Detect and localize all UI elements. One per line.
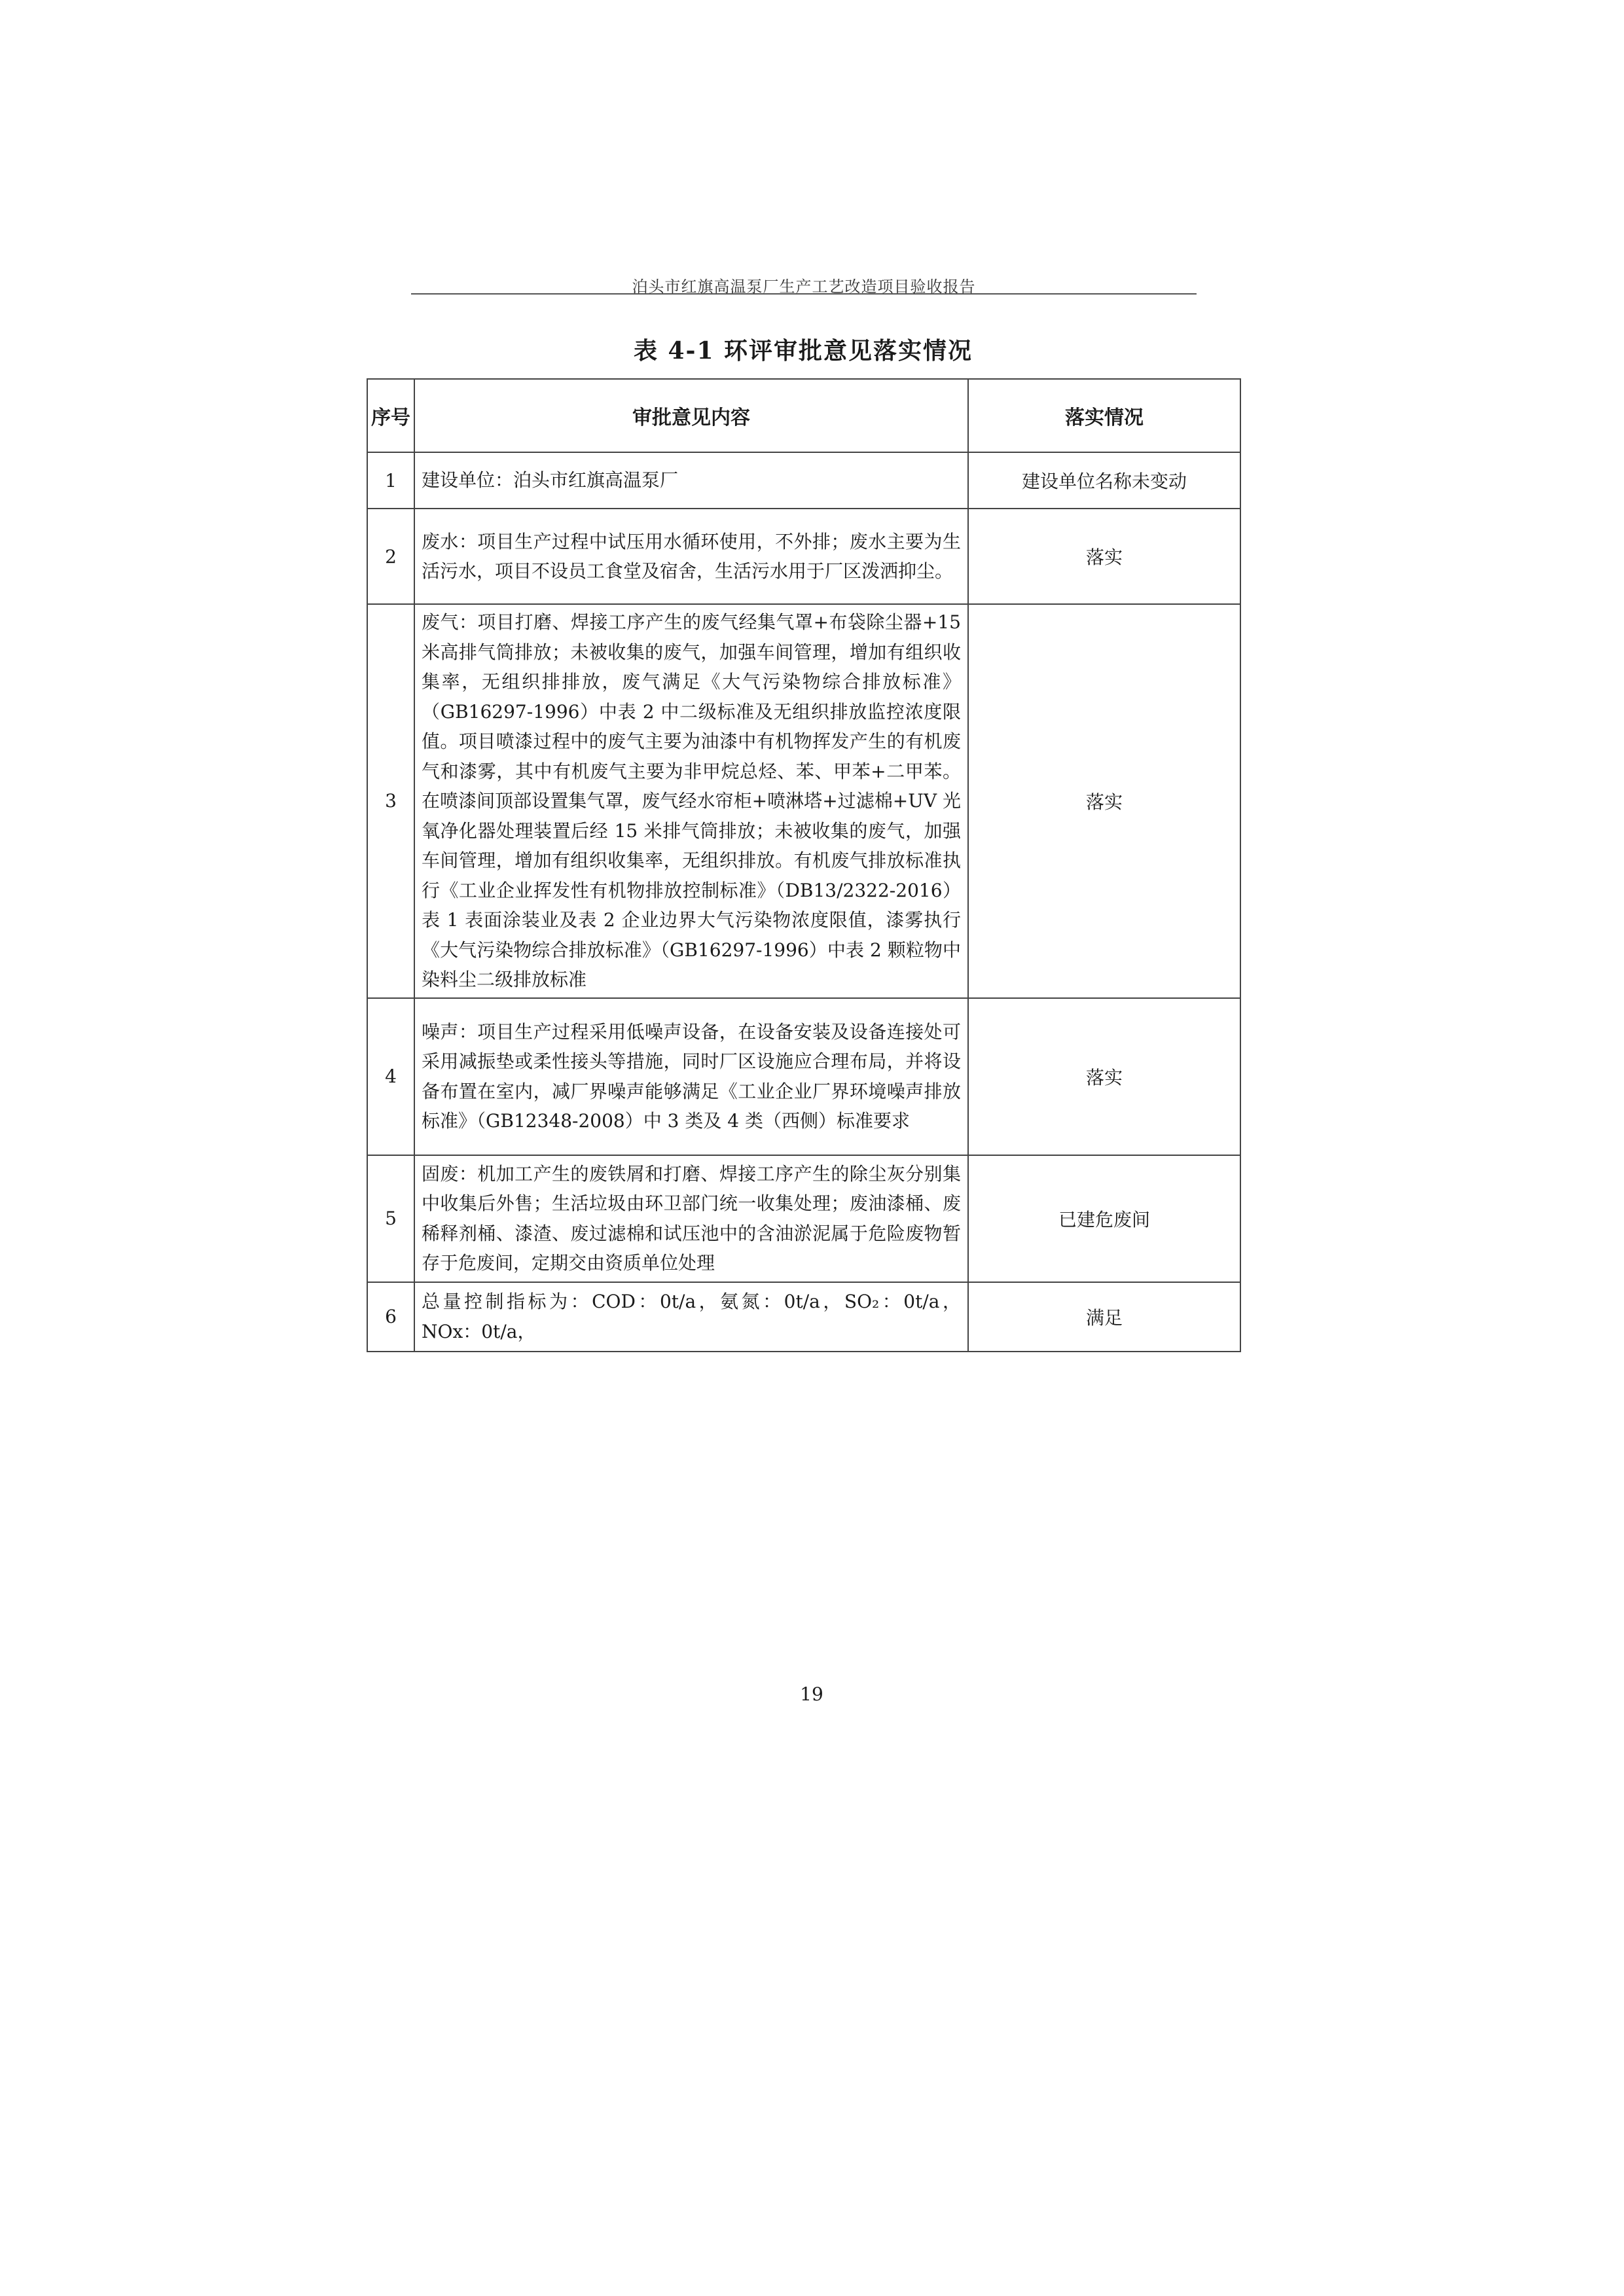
table-row [367,998,1240,1155]
table-title: 表 4-1 环评审批意见落实情况 [633,337,973,365]
approval-content: 总量控制指标为：COD：0t/a，氨氮：0t/a，SO₂：0t/a，NOx：0t/a， [414,1282,968,1352]
implementation-status: 满足 [968,1282,1240,1352]
row-number: 6 [367,1282,414,1352]
approval-content: 噪声：项目生产过程采用低噪声设备，在设备安装及设备连接处可采用减振垫或柔性接头等措施，同时厂区设施应合理布局，并将设备布置在室内，减厂界噪声能够满足《工业企业厂界环境噪声排放标准》（GB12348-2008）中 3 类及 4 类（西侧）标准要求 [414,998,968,1155]
approval-table [367,378,1241,1352]
row-number: 3 [367,604,414,998]
column-header-number: 序号 [367,379,414,452]
column-header-status: 落实情况 [968,379,1240,452]
table-row [367,1282,1240,1352]
approval-content: 废水：项目生产过程中试压用水循环使用，不外排；废水主要为生活污水，项目不设员工食堂及宿舍，生活污水用于厂区泼洒抑尘。 [414,509,968,604]
column-header-content: 审批意见内容 [414,379,968,452]
row-number: 1 [367,452,414,509]
table-row [367,604,1240,998]
implementation-status: 落实 [968,509,1240,604]
implementation-status: 已建危废间 [968,1155,1240,1282]
page-number: 19 [800,1683,823,1705]
table-row [367,452,1240,509]
table-header-row [367,379,1240,452]
row-number: 5 [367,1155,414,1282]
row-number: 4 [367,998,414,1155]
table-row [367,509,1240,604]
implementation-status: 建设单位名称未变动 [968,452,1240,509]
row-number: 2 [367,509,414,604]
header-divider [411,293,1197,295]
table-row [367,1155,1240,1282]
page-header: 泊头市红旗高温泵厂生产工艺改造项目验收报告 [632,278,976,296]
approval-content: 固废：机加工产生的废铁屑和打磨、焊接工序产生的除尘灰分别集中收集后外售；生活垃圾由环卫部门统一收集处理；废油漆桶、废稀释剂桶、漆渣、废过滤棉和试压池中的含油淤泥属于危险废物暂存于危废间，定期交由资质单位处理 [414,1155,968,1282]
approval-content: 废气：项目打磨、焊接工序产生的废气经集气罩+布袋除尘器+15米高排气筒排放；未被收集的废气，加强车间管理，增加有组织收集率，无组织排排放，废气满足《大气污染物综合排放标准》（GB16297-1996）中表 2 中二级标准及无组织排放监控浓度限值。项目喷漆过程中的废气主要为油漆中有机物挥发产生的有机废气和漆雾，其中有机废气主要为非甲烷总烃、苯、甲苯+二甲苯。在喷漆间顶部设置集气罩，废气经水帘柜+喷淋塔+过滤棉+UV 光氧净化器处理装置后经 15 米排气筒排放；未被收集的废气，加强车间管理，增加有组织收集率，无组织排放。有机废气排放标准执行《工业企业挥发性有机物排放控制标准》（DB13/2322-2016）表 1 表面涂装业及表 2 企业边界大气污染物浓度限值，漆雾执行《大气污染物综合排放标准》（GB16297-1996）中表 2 颗粒物中染料尘二级排放标准 [414,604,968,998]
implementation-status: 落实 [968,604,1240,998]
approval-content: 建设单位：泊头市红旗高温泵厂 [414,452,968,509]
implementation-status: 落实 [968,998,1240,1155]
